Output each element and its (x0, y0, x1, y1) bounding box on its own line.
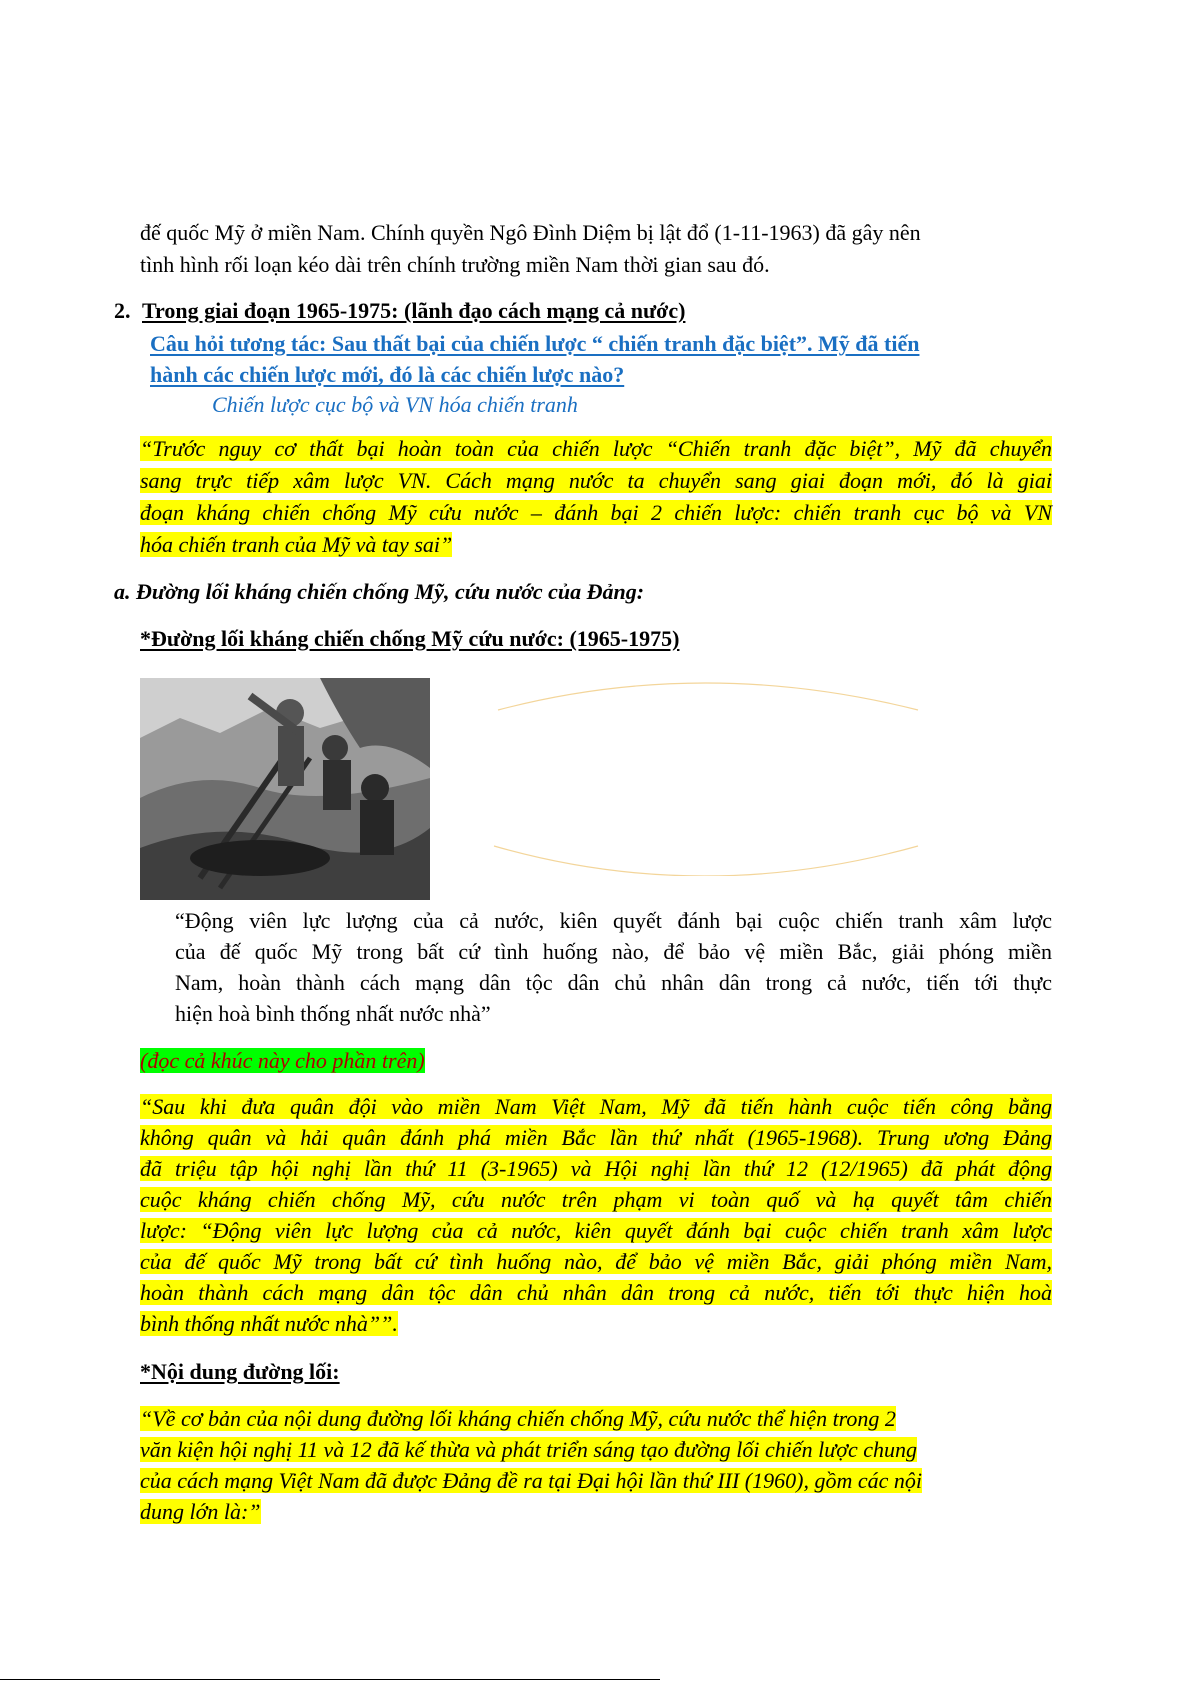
historical-photo (140, 678, 430, 900)
quote-2-line-7: hoàn thành cách mạng dân tộc dân chủ nhân dân trong cả nước, tiến tới thực hiện hoà (140, 1280, 1052, 1305)
section-2-title: Trong giai đoạn 1965-1975: (lãnh đạo cách mạng cả nước) (142, 298, 686, 323)
content-line-2: văn kiện hội nghị 11 và 12 đã kế thừa và phát triển sáng tạo đường lối chiến lược chung (140, 1437, 917, 1462)
intro-line-2: tình hình rối loạn kéo dài trên chính trường miền Nam thời gian sau đó. (140, 252, 770, 277)
question-line-1: Câu hỏi tương tác: Sau thất bại của chiến lược “ chiến tranh đặc biệt”. Mỹ đã tiến (150, 331, 920, 356)
quote-2-line-6: của đế quốc Mỹ trong bất cứ tình huống nào, để bảo vệ miền Bắc, giải phóng miền Nam, (140, 1249, 1052, 1274)
page-bottom-rule (0, 1679, 660, 1680)
quote-1-line-4: hóa chiến tranh của Mỹ và tay sai” (140, 532, 453, 557)
quote-2-line-1: “Sau khi đưa quân đội vào miền Nam Việt Nam, Mỹ đã tiến hành cuộc tiến công bằng (140, 1094, 1052, 1119)
quote-2-line-2: không quân và hải quân đánh phá miền Bắc lần thứ nhất (1965-1968). Trung ương Đảng (140, 1125, 1052, 1150)
content-line-1: “Về cơ bản của nội dung đường lối kháng chiến chống Mỹ, cứu nước thể hiện trong 2 (140, 1406, 896, 1431)
content-line-4: dung lớn là:” (140, 1499, 261, 1524)
subsection-a-subheading: *Đường lối kháng chiến chống Mỹ cứu nước: (1965-1975) (140, 626, 680, 651)
intro-line-1: đế quốc Mỹ ở miền Nam. Chính quyền Ngô Đình Diệm bị lật đổ (1-11-1963) đã gây nên (140, 220, 921, 245)
quote-2-line-3: đã triệu tập hội nghị lần thứ 11 (3-1965) và Hội nghị lần thứ 12 (12/1965) đã phát động (140, 1156, 1052, 1181)
quote-1-line-1: “Trước nguy cơ thất bại hoàn toàn của chiến lược “Chiến tranh đặc biệt”, Mỹ đã chuyển (140, 436, 1052, 461)
section-2-number: 2. (114, 298, 131, 323)
quote-1-line-3: đoạn kháng chiến chống Mỹ cứu nước – đánh bại 2 chiến lược: chiến tranh cục bộ và VN (140, 500, 1052, 525)
decorative-oval (488, 676, 928, 876)
quote-2-line-4: cuộc kháng chiến chống Mỹ, cứu nước trên phạm vi toàn quố và hạ quyết tâm chiến (140, 1187, 1052, 1212)
reading-note: (đọc cả khúc này cho phần trên) (140, 1048, 425, 1073)
subsection-a-heading: a. Đường lối kháng chiến chống Mỹ, cứu nước của Đảng: (114, 579, 645, 604)
quote-1-line-2: sang trực tiếp xâm lược VN. Cách mạng nước ta chuyển sang giai đoạn mới, đó là giai (140, 468, 1052, 493)
quote-2-line-5: lược: “Động viên lực lượng của cả nước, kiên quyết đánh bại cuộc chiến tranh xâm lược (140, 1218, 1052, 1243)
policy-quote-line-3: Nam, hoàn thành cách mạng dân tộc dân chủ nhân dân trong cả nước, tiến tới thực (175, 970, 1052, 995)
content-line-3: của cách mạng Việt Nam đã được Đảng đề ra tại Đại hội lần thứ III (1960), gồm các nội (140, 1468, 922, 1493)
quote-2-line-8: bình thống nhất nước nhà””. (140, 1311, 398, 1336)
question-answer: Chiến lược cục bộ và VN hóa chiến tranh (212, 392, 578, 417)
content-heading: *Nội dung đường lối: (140, 1359, 340, 1384)
policy-quote-line-1: “Động viên lực lượng của cả nước, kiên quyết đánh bại cuộc chiến tranh xâm lược (175, 908, 1052, 933)
question-line-2: hành các chiến lược mới, đó là các chiến lược nào? (150, 362, 625, 387)
policy-quote-line-2: của đế quốc Mỹ trong bất cứ tình huống nào, để bảo vệ miền Bắc, giải phóng miền (175, 939, 1052, 964)
policy-quote-line-4: hiện hoà bình thống nhất nước nhà” (175, 1001, 491, 1026)
